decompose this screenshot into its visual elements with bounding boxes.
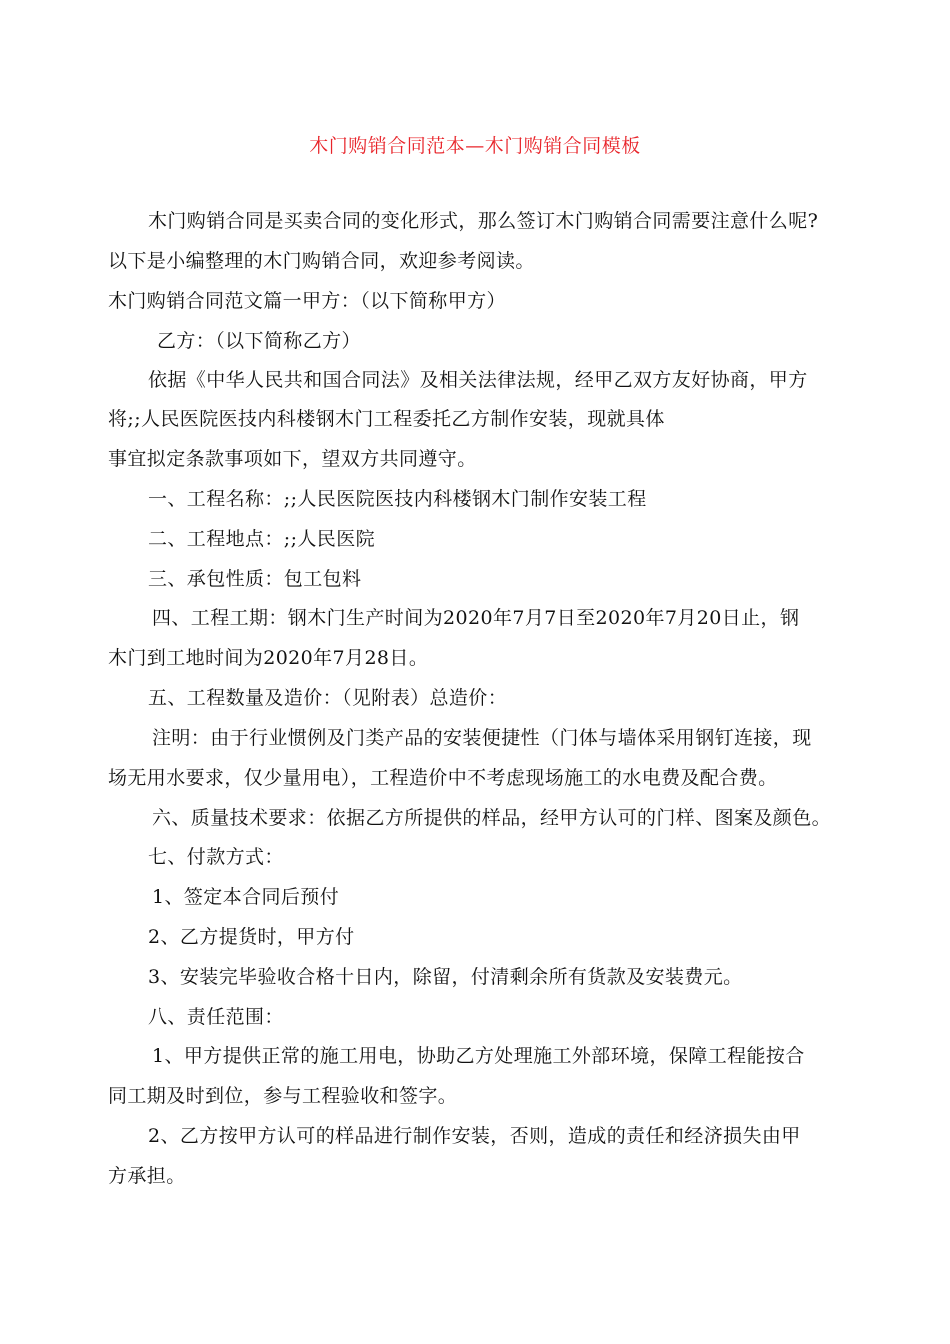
paragraph-line: 乙方：（以下简称乙方） [157,330,361,352]
paragraph-line: 四、工程工期：钢木门生产时间为2020年7月7日至2020年7月20日止，钢 [152,607,800,629]
document-title: 木门购销合同范本—木门购销合同模板 [309,135,641,157]
paragraph-line: 场无用水要求，仅少量用电），工程造价中不考虑现场施工的水电费及配合费。 [108,767,778,789]
paragraph-line: 六、质量技术要求：依据乙方所提供的样品，经甲方认可的门样、图案及颜色。 [152,807,832,829]
paragraph-line: 二、工程地点：;;人民医院 [148,528,376,550]
paragraph-line: 五、工程数量及造价：（见附表）总造价： [148,687,508,709]
paragraph-line: 七、付款方式： [148,846,284,868]
paragraph-line: 1、签定本合同后预付 [152,886,340,908]
paragraph-line: 将;;人民医院医技内科楼钢木门工程委托乙方制作安装，现就具体 [108,408,665,430]
paragraph-line: 一、工程名称：;;人民医院医技内科楼钢木门制作安装工程 [148,488,647,510]
paragraph-line: 三、承包性质：包工包料 [148,568,362,590]
paragraph-line: 事宜拟定条款事项如下，望双方共同遵守。 [108,448,477,470]
paragraph-line: 木门购销合同范文篇一甲方：（以下简称甲方） [108,290,506,312]
paragraph-line: 2、乙方按甲方认可的样品进行制作安装，否则，造成的责任和经济损失由甲 [148,1125,801,1147]
paragraph-line: 八、责任范围： [148,1006,284,1028]
paragraph-line: 1、甲方提供正常的施工用电，协助乙方处理施工外部环境，保障工程能按合 [152,1045,805,1067]
paragraph-line: 3、安装完毕验收合格十日内，除留，付清剩余所有货款及安装费元。 [148,966,743,988]
paragraph-line: 2、乙方提货时，甲方付 [148,926,355,948]
paragraph-line: 木门到工地时间为2020年7月28日。 [108,647,429,669]
paragraph-line: 注明：由于行业惯例及门类产品的安装便捷性（门体与墙体采用钢钉连接，现 [152,727,812,749]
paragraph-line: 依据《中华人民共和国合同法》及相关法律法规，经甲乙双方友好协商，甲方 [148,369,808,391]
paragraph-line: 方承担。 [108,1165,186,1187]
paragraph-line: 以下是小编整理的木门购销合同，欢迎参考阅读。 [108,250,535,272]
paragraph-line: 木门购销合同是买卖合同的变化形式，那么签订木门购销合同需要注意什么呢? [148,210,819,232]
paragraph-line: 同工期及时到位，参与工程验收和签字。 [108,1085,458,1107]
